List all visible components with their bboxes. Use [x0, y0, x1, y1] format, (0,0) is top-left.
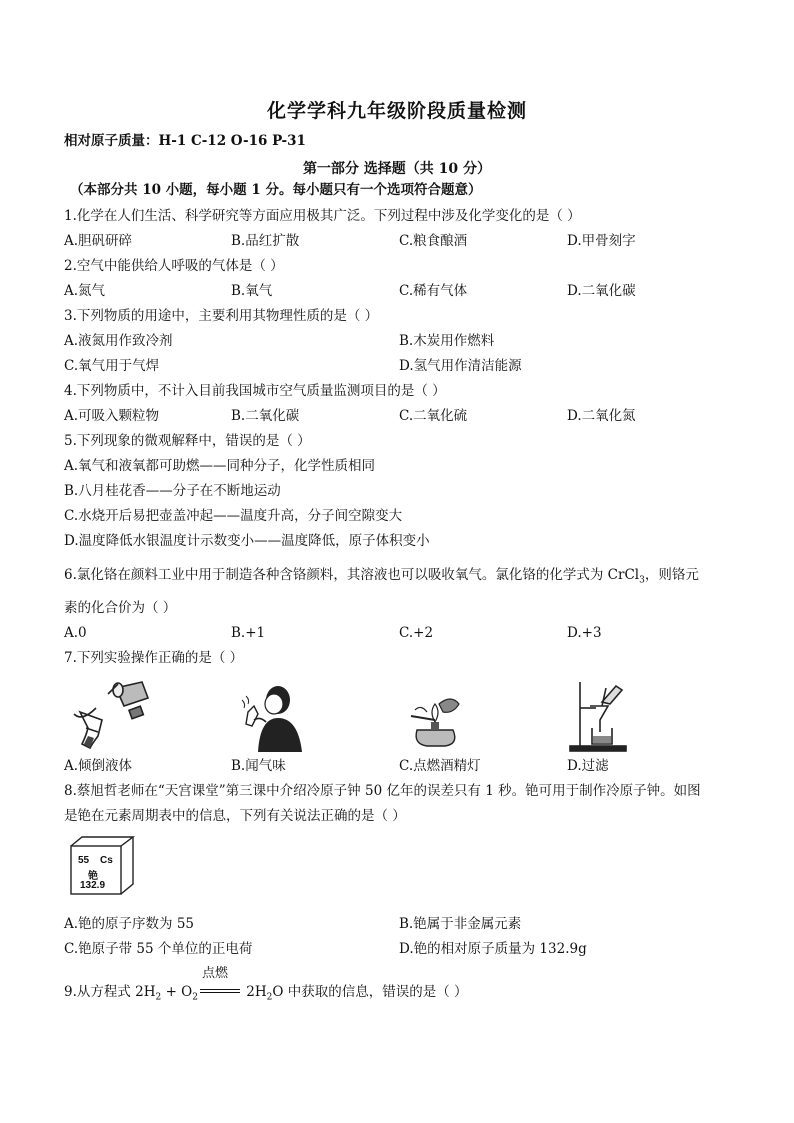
- pouring-liquid-illustration: [72, 678, 162, 753]
- question-6-stem: [64, 566, 699, 590]
- atomic-mass: 132.9: [80, 880, 106, 891]
- q8-option-c: C.铯原子带 55 个单位的正电荷: [64, 941, 253, 957]
- question-2-stem: 2.空气中能供给人呼吸的气体是（ ）: [64, 258, 284, 274]
- filtration-illustration: [566, 678, 636, 754]
- element-name: 铯: [88, 871, 98, 882]
- condition-label: 点燃: [201, 966, 228, 981]
- question-5-stem: 5.下列现象的微观解释中，错误的是（ ）: [64, 433, 311, 449]
- q9-product: 2H: [241, 984, 267, 1000]
- q2-option-b: B.氧气: [231, 283, 273, 299]
- question-1-stem: 1.化学在人们生活、科学研究等方面应用极其广泛。下列过程中涉及化学变化的是（ ）: [64, 208, 581, 224]
- question-3-stem: 3.下列物质的用途中，主要利用其物理性质的是（ ）: [64, 308, 379, 324]
- q4-option-d: D.二氧化氮: [567, 408, 636, 424]
- q1-option-b: B.品红扩散: [231, 233, 300, 249]
- q6-subscript: 3: [639, 575, 645, 586]
- q6-option-d: D.+3: [567, 625, 602, 641]
- q6-option-c: C.+2: [399, 625, 434, 641]
- q9-suffix: O 中获取的信息，错误的是（ ）: [272, 984, 468, 1000]
- q5-option-d: D.温度降低水银温度计示数变小——温度降低，原子体积变小: [64, 533, 430, 549]
- question-8-stem: 8.蔡旭哲老师在“天宫课堂”第三课中介绍冷原子钟 50 亿年的误差只有 1 秒。铯可用于制作冷原子钟。如图: [64, 783, 701, 799]
- q7-option-c: C.点燃酒精灯: [399, 758, 481, 774]
- question-6-stem-cont: 素的化合价为（ ）: [64, 600, 177, 616]
- q7-option-a: A.倾倒液体: [64, 758, 133, 774]
- q6-stem-part-a: 6.氯化铬在颜料工业中用于制造各种含铬颜料，其溶液也可以吸收氧气。氯化铬的化学式为 CrCl: [64, 567, 640, 583]
- atomic-number: 55: [78, 855, 90, 866]
- question-8-stem-cont: 是铯在元素周期表中的信息，下列有关说法正确的是（ ）: [64, 808, 406, 824]
- q3-option-d: D.氢气用作清洁能源: [399, 358, 522, 374]
- q9-sub-h2o: 2: [266, 992, 273, 1003]
- atomic-mass-line: 相对原子质量：H-1 C-12 O-16 P-31: [64, 133, 306, 149]
- cesium-element-cell: [70, 836, 136, 896]
- q9-plus-o: + O: [161, 984, 193, 1000]
- q4-option-b: B.二氧化碳: [231, 408, 300, 424]
- q2-option-c: C.稀有气体: [399, 283, 468, 299]
- question-7-stem: 7.下列实验操作正确的是（ ）: [64, 650, 244, 666]
- equation-equals-sign: [200, 989, 240, 993]
- q1-option-c: C.粮食酿酒: [399, 233, 468, 249]
- q3-option-a: A.液氮用作致冷剂: [64, 333, 173, 349]
- q5-option-b: B.八月桂花香——分子在不断地运动: [64, 483, 281, 499]
- q9-prefix: 9.从方程式 2H: [64, 984, 156, 1000]
- q9-sub-h2: 2: [155, 992, 162, 1003]
- q6-option-a: A.0: [64, 625, 87, 641]
- question-9-stem: [64, 966, 468, 1007]
- q4-option-c: C.二氧化硫: [399, 408, 468, 424]
- question-4-stem: 4.下列物质中，不计入目前我国城市空气质量监测项目的是（ ）: [64, 383, 446, 399]
- page-title: 化学学科九年级阶段质量检测: [266, 100, 527, 122]
- q6-option-b: B.+1: [231, 625, 266, 641]
- q4-option-a: A.可吸入颗粒物: [64, 408, 160, 424]
- q1-option-a: A.胆矾研碎: [64, 233, 133, 249]
- q5-option-c: C.水烧开后易把壶盖冲起——温度升高，分子间空隙变大: [64, 508, 403, 524]
- section-note: （本部分共 10 小题，每小题 1 分。每小题只有一个选项符合题意）: [70, 182, 482, 198]
- element-symbol: Cs: [100, 855, 113, 866]
- q2-option-d: D.二氧化碳: [567, 283, 636, 299]
- q8-option-b: B.铯属于非金属元素: [399, 916, 522, 932]
- reaction-condition: [200, 966, 240, 1001]
- q3-option-b: B.木炭用作燃料: [399, 333, 495, 349]
- section-title: 第一部分 选择题（共 10 分）: [302, 161, 492, 177]
- q3-option-c: C.氧气用于气焊: [64, 358, 160, 374]
- q7-option-b: B.闻气味: [231, 758, 286, 774]
- q2-option-a: A.氮气: [64, 283, 106, 299]
- q8-option-d: D.铯的相对原子质量为 132.9g: [399, 941, 587, 957]
- alcohol-lamp-illustration: [407, 690, 467, 752]
- q6-stem-part-b: ，则铬元: [644, 567, 699, 583]
- q5-option-a: A.氧气和液氧都可助燃——同种分子，化学性质相同: [64, 458, 376, 474]
- q8-option-a: A.铯的原子序数为 55: [64, 916, 195, 932]
- q9-sub-o2: 2: [192, 992, 198, 1003]
- q1-option-d: D.甲骨刻字: [567, 233, 636, 249]
- q7-option-d: D.过滤: [567, 758, 609, 774]
- smelling-gas-illustration: [236, 682, 316, 754]
